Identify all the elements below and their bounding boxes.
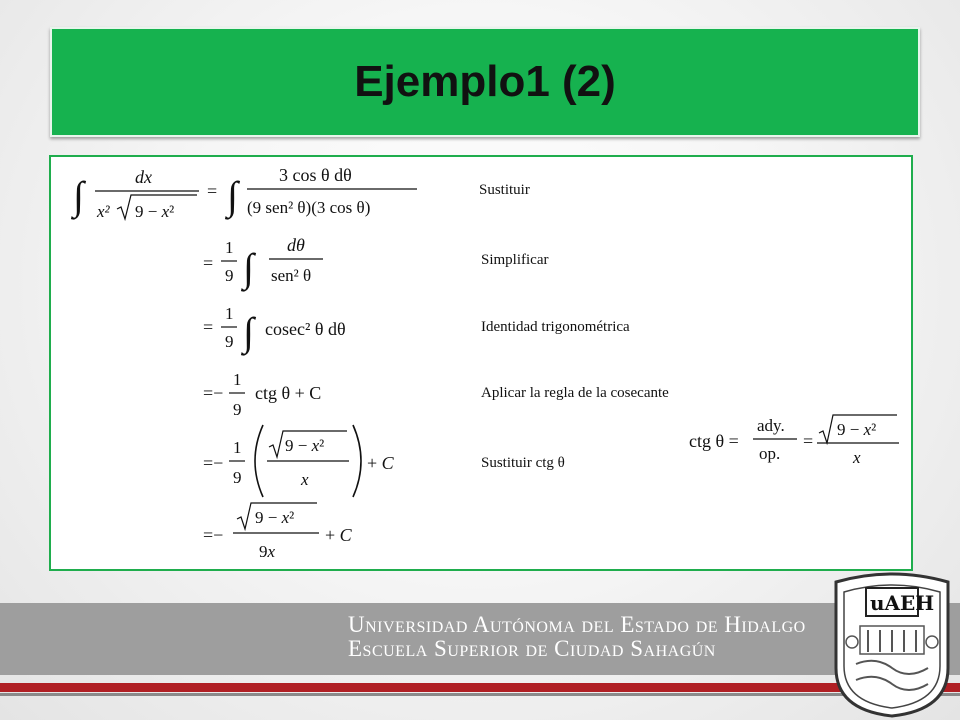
line6-plus-c: + C xyxy=(325,525,352,545)
line2-numerator: dθ xyxy=(287,235,305,255)
slide-title: Ejemplo1 (2) xyxy=(354,57,616,106)
rhs-numerator: 3 cos θ dθ xyxy=(279,165,352,185)
integral-sign-2: ∫ xyxy=(227,173,238,218)
line5-radicand: 9 − x² xyxy=(285,436,325,455)
left-paren xyxy=(255,425,263,497)
ctg-denominator: x xyxy=(853,448,861,467)
equals-sign-3: = xyxy=(203,317,214,337)
line2-denominator: sen² θ xyxy=(271,266,312,285)
step-label-sustituir-ctg: Sustituir ctg θ xyxy=(481,455,565,471)
ctg-radicand: 9 − x² xyxy=(837,420,877,439)
step-label-identidad: Identidad trigonométrica xyxy=(481,319,630,335)
integral-sign-3: ∫ xyxy=(243,245,254,290)
equals-sign-1: = xyxy=(207,181,218,201)
ctg-definition xyxy=(689,415,899,467)
step6-equation xyxy=(203,503,353,561)
equals-minus-4: =− xyxy=(203,383,224,403)
equals-minus-5: =− xyxy=(203,453,224,473)
line3-integrand: cosec² θ dθ xyxy=(265,319,346,339)
step1-equation xyxy=(70,165,417,221)
equals-sign-2: = xyxy=(203,253,214,273)
ctg-equals: = xyxy=(803,431,814,451)
integral-sign: ∫ xyxy=(73,173,84,218)
seal-monogram: uAEH xyxy=(870,591,935,615)
step2-equation xyxy=(203,235,323,292)
fraction-one-4: 1 xyxy=(233,370,242,389)
lhs-numerator: dx xyxy=(135,167,152,187)
math-panel xyxy=(49,155,913,571)
line4-result: ctg θ + C xyxy=(255,383,322,403)
step3-equation xyxy=(203,304,346,356)
footer-red-stripe xyxy=(0,683,960,692)
line5-denominator: x xyxy=(301,470,309,489)
ctg-opposite: op. xyxy=(759,444,781,463)
rhs-denominator: (9 sen² θ)(3 cos θ) xyxy=(247,198,371,217)
equals-minus-6: =− xyxy=(203,525,224,545)
fraction-one-3: 1 xyxy=(225,304,234,323)
integration-steps-math xyxy=(51,157,911,569)
step-label-simplificar: Simplificar xyxy=(481,252,549,268)
lhs-denominator-x2: x² xyxy=(97,202,110,221)
integral-sign-4: ∫ xyxy=(243,309,254,354)
ctg-label: ctg θ = xyxy=(689,431,739,451)
university-name: Universidad Autónoma del Estado de Hidalgo xyxy=(348,612,806,637)
uaeh-seal-logo xyxy=(826,572,958,718)
step-label-sustituir: Sustituir xyxy=(479,182,530,198)
fraction-nine-5: 9 xyxy=(233,468,242,487)
fraction-nine-3: 9 xyxy=(225,332,234,351)
step5-equation xyxy=(203,425,395,497)
step-label-cosecante: Aplicar la regla de la cosecante xyxy=(481,385,669,401)
ctg-adjacent: ady. xyxy=(757,416,785,435)
fraction-one: 1 xyxy=(225,238,234,257)
line6-radicand: 9 − x² xyxy=(255,508,295,527)
fraction-nine-4: 9 xyxy=(233,400,242,419)
school-name: Escuela Superior de Ciudad Sahagún xyxy=(348,636,716,661)
right-paren xyxy=(353,425,361,497)
line5-plus-c: + C xyxy=(367,453,394,473)
fraction-nine: 9 xyxy=(225,266,234,285)
step4-equation xyxy=(203,370,321,419)
title-bar xyxy=(50,27,920,137)
lhs-denominator-radicand: 9 − x² xyxy=(135,202,175,221)
line6-denominator: 9x xyxy=(259,542,276,561)
fraction-one-5: 1 xyxy=(233,438,242,457)
footer-grey-stripe xyxy=(0,693,960,696)
